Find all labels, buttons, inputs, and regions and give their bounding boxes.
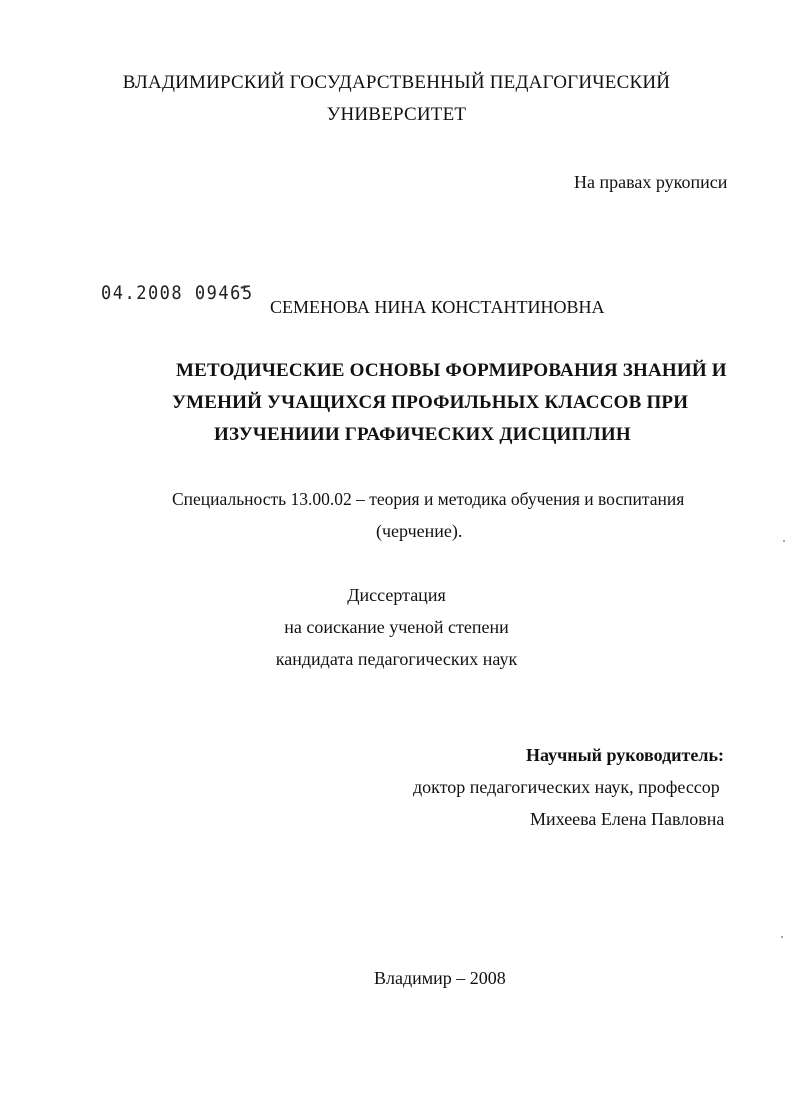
supervisor-degree: доктор педагогических наук, профессор [413,777,720,797]
dissertation-title-line-2: УМЕНИЙ УЧАЩИХСЯ ПРОФИЛЬНЫХ КЛАССОВ ПРИ [172,392,689,413]
university-name-line-1: ВЛАДИМИРСКИЙ ГОСУДАРСТВЕННЫЙ ПЕДАГОГИЧЕСКИЙ [122,72,671,93]
dissertation-label: Диссертация [347,585,446,605]
supervisor-name: Михеева Елена Павловна [530,809,725,829]
scan-speck [783,540,785,542]
specialty-line-1: Специальность 13.00.02 – теория и методика обучения и воспитания [172,489,685,509]
university-name-line-2: УНИВЕРСИТЕТ [326,104,467,125]
dissertation-title-line-1: МЕТОДИЧЕСКИЕ ОСНОВЫ ФОРМИРОВАНИЯ ЗНАНИЙ И [176,360,727,381]
supervisor-heading: Научный руководитель: [526,745,724,765]
scan-speck [781,936,783,938]
rights-note: На правах рукописи [574,172,728,192]
dissertation-title-line-3: ИЗУЧЕНИИИ ГРАФИЧЕСКИХ ДИСЦИПЛИН [214,424,631,445]
degree-purpose: на соискание ученой степени [284,617,509,637]
specialty-line-2: (черчение). [376,521,463,541]
place-and-year: Владимир – 2008 [374,968,506,988]
archive-stamp: 04.2008 09465 [101,282,254,305]
author-name: СЕМЕНОВА НИНА КОНСТАНТИНОВНА [270,297,605,317]
degree-name: кандидата педагогических наук [275,649,518,669]
